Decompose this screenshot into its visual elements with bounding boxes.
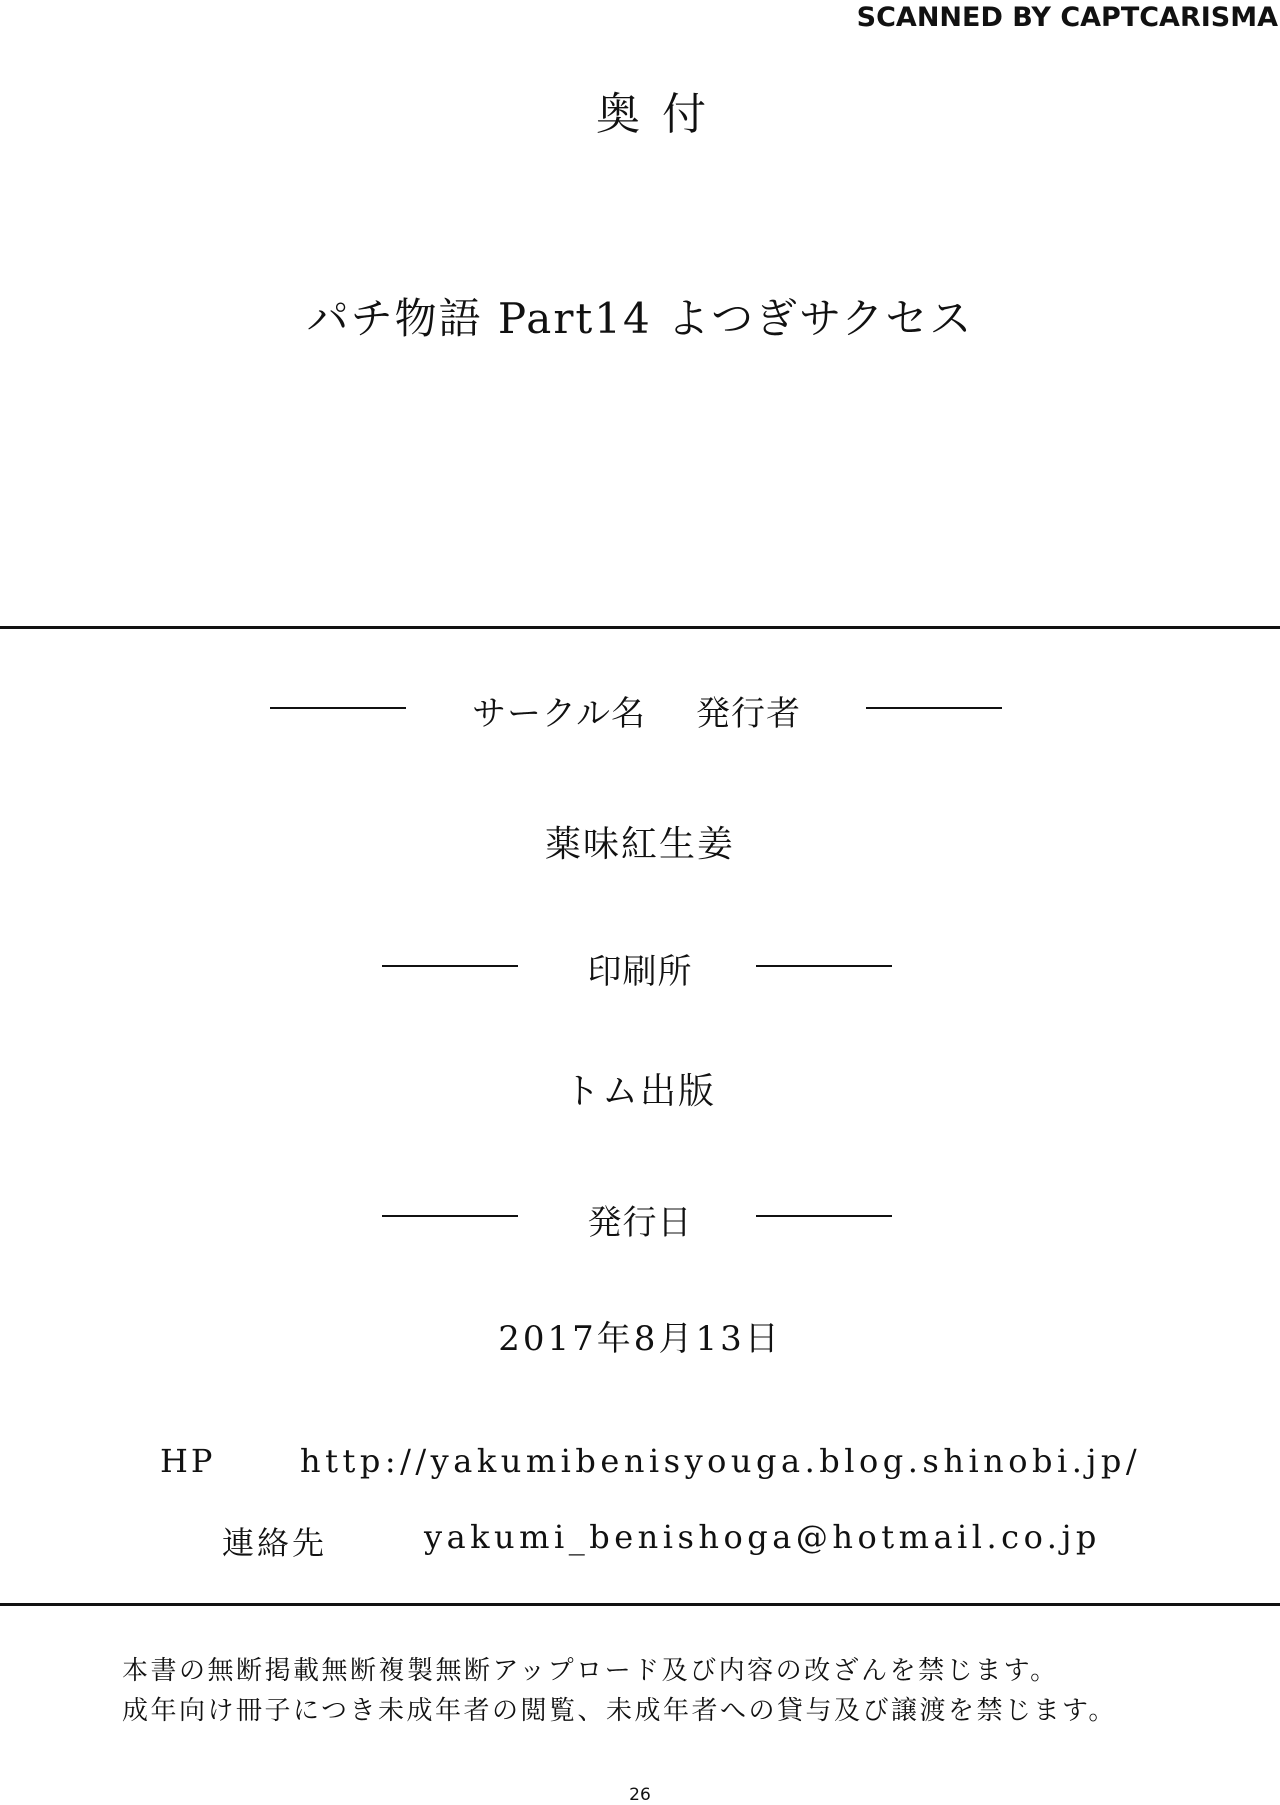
printer-dash-right	[756, 965, 892, 967]
book-title: パチ物語 Part14 よつぎサクセス	[306, 294, 974, 343]
contact-label: 連絡先	[222, 1524, 328, 1562]
hp-url[interactable]: http://yakumibenisyouga.blog.shinobi.jp/	[300, 1442, 1142, 1480]
scanner-watermark: SCANNED BY CAPTCARISMA	[856, 2, 1278, 33]
issue-dash-right	[756, 1215, 892, 1217]
bottom-divider	[0, 1603, 1280, 1606]
hp-label: HP	[160, 1442, 216, 1480]
printer-label: 印刷所	[587, 952, 693, 992]
issue-date-label: 発行日	[587, 1203, 693, 1243]
heading-dash-right	[866, 707, 1002, 709]
publisher-label: 発行者	[696, 694, 801, 734]
contact-email[interactable]: yakumi_benishoga@hotmail.co.jp	[424, 1518, 1101, 1556]
notice-line-1: 本書の無断掲載無断複製無断アップロード及び内容の改ざんを禁じます。	[122, 1656, 1059, 1686]
top-divider	[0, 626, 1280, 629]
page-number: 26	[629, 1785, 651, 1805]
issue-date-value: 2017年8月13日	[498, 1319, 782, 1359]
printer-value: トム出版	[563, 1071, 716, 1112]
circle-name-value: 薬味紅生姜	[544, 824, 735, 865]
heading-dash-left	[270, 707, 406, 709]
notice-line-2: 成年向け冊子につき未成年者の閲覧、未成年者への貸与及び譲渡を禁じます。	[122, 1696, 1117, 1726]
colophon-heading: 奥付	[596, 89, 728, 140]
circle-name-label: サークル名	[472, 694, 646, 734]
